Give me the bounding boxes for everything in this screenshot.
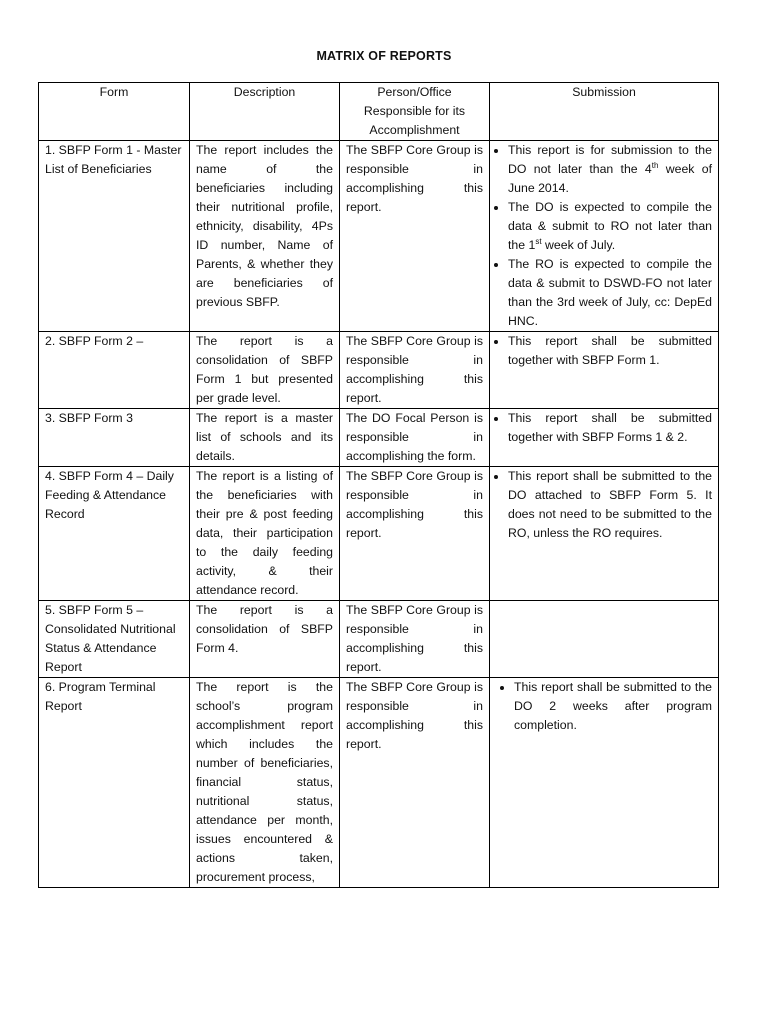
submission-cell: [490, 467, 719, 601]
responsible-cell: The SBFP Core Group is responsible in accomplishing this report.: [340, 467, 490, 601]
table-row: [39, 409, 719, 467]
submission-list: [496, 332, 712, 370]
form-cell: 2. SBFP Form 2 –: [39, 332, 190, 409]
header-submission: Submission: [490, 83, 719, 141]
table-row: [39, 601, 719, 678]
submission-cell: [490, 601, 719, 678]
description-cell: The report includes the name of the beneficiaries including their nutritional profile, ethnicity, disability, 4Ps ID number, Name of Parents, & whether they are beneficiaries of previous SBFP.: [190, 141, 340, 332]
submission-cell: [490, 332, 719, 409]
reports-matrix-table: [38, 82, 719, 888]
responsible-cell: The SBFP Core Group is responsible in accomplishing this report.: [340, 332, 490, 409]
table-row: [39, 678, 719, 888]
submission-cell: [490, 409, 719, 467]
description-cell: The report is a consolidation of SBFP Form 4.: [190, 601, 340, 678]
description-cell: The report is a master list of schools and its details.: [190, 409, 340, 467]
submission-list: [496, 141, 712, 331]
submission-item: • This report shall be submitted to the DO attached to SBFP Form 5. It does not need to be submitted to the RO, unless the RO requires.: [508, 467, 712, 543]
submission-cell: [490, 141, 719, 332]
form-cell: 6. Program Terminal Report: [39, 678, 190, 888]
form-cell: 3. SBFP Form 3: [39, 409, 190, 467]
description-cell: The report is a listing of the beneficiaries with their pre & post feeding data, their participation to the daily feeding activity, & their attendance record.: [190, 467, 340, 601]
submission-item: • This report shall be submitted together with SBFP Form 1.: [508, 332, 712, 370]
description-cell: The report is the school’s program accomplishment report which includes the number of beneficiaries, financial status, nutritional status, attendance per month, issues encountered & actions taken, procurement process,: [190, 678, 340, 888]
table-row: [39, 467, 719, 601]
submission-item: • This report is for submission to the DO not later than the 4th week of June 2014.: [508, 141, 712, 198]
responsible-cell: The SBFP Core Group is responsible in accomplishing this report.: [340, 141, 490, 332]
submission-cell: [490, 678, 719, 888]
submission-item: • The DO is expected to compile the data & submit to RO not later than the 1st week of July.: [508, 198, 712, 255]
description-cell: The report is a consolidation of SBFP Form 1 but presented per grade level.: [190, 332, 340, 409]
submission-list: [496, 678, 712, 735]
header-form: Form: [39, 83, 190, 141]
responsible-cell: The SBFP Core Group is responsible in accomplishing this report.: [340, 601, 490, 678]
submission-list: [496, 409, 712, 447]
submission-item: • This report shall be submitted together with SBFP Forms 1 & 2.: [508, 409, 712, 447]
form-cell: 4. SBFP Form 4 – Daily Feeding & Attendance Record: [39, 467, 190, 601]
table-row: [39, 141, 719, 332]
submission-list: [496, 467, 712, 543]
form-cell: 5. SBFP Form 5 – Consolidated Nutritional Status & Attendance Report: [39, 601, 190, 678]
responsible-cell: The DO Focal Person is responsible in accomplishing the form.: [340, 409, 490, 467]
header-row: [39, 83, 719, 141]
header-responsible: Person/Office Responsible for its Accomplishment: [340, 83, 490, 141]
responsible-cell: The SBFP Core Group is responsible in accomplishing this report.: [340, 678, 490, 888]
page-title: MATRIX OF REPORTS: [316, 49, 452, 63]
form-cell: 1. SBFP Form 1 - Master List of Beneficiaries: [39, 141, 190, 332]
table-row: [39, 332, 719, 409]
submission-item: • This report shall be submitted to the DO 2 weeks after program completion.: [514, 678, 712, 735]
submission-item: • The RO is expected to compile the data & submit to DSWD-FO not later than the 3rd week of July, cc: DepEd HNC.: [508, 255, 712, 331]
header-description: Description: [190, 83, 340, 141]
